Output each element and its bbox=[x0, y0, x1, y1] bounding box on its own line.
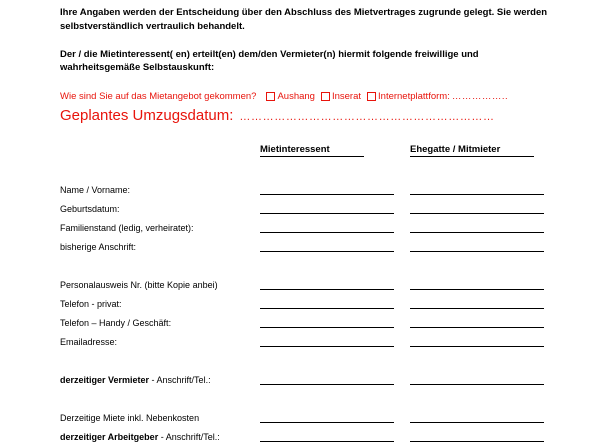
field-ehegatte-cell bbox=[410, 328, 560, 347]
checkbox-internetplattform[interactable] bbox=[367, 92, 376, 101]
field-ehegatte-cell bbox=[410, 366, 560, 385]
field-ehegatte-line[interactable] bbox=[410, 240, 544, 252]
column-header-mietinteressent: Mietinteressent bbox=[260, 144, 364, 157]
table-row bbox=[60, 233, 560, 252]
spacer-row bbox=[60, 157, 560, 176]
field-ehegatte-line[interactable] bbox=[410, 202, 544, 214]
row-label bbox=[60, 366, 260, 385]
row-label bbox=[60, 423, 260, 442]
row-label-bold: derzeitiger Vermieter bbox=[60, 375, 150, 386]
second-paragraph: Der / die Mietinteressent( en) erteilt(en) dem/den Vermieter(n) hiermit folgende freiwillige und wahrheitsgemäße Selbstauskunft: bbox=[60, 48, 479, 74]
spacer-row bbox=[60, 347, 560, 366]
option-label-inserat: Inserat bbox=[331, 91, 362, 103]
field-mietinteressent-line[interactable] bbox=[260, 335, 394, 347]
table-row bbox=[60, 214, 560, 233]
row-label: bisherige Anschrift: bbox=[60, 242, 137, 253]
field-ehegatte-line[interactable] bbox=[410, 373, 544, 385]
column-header-ehegatte-cell bbox=[410, 138, 560, 157]
field-mietinteressent-cell bbox=[260, 309, 410, 328]
table-row bbox=[60, 328, 560, 347]
moving-date-fill-line[interactable]: ………………………………………………………… bbox=[239, 111, 495, 124]
row-label: Personalausweis Nr. (bitte Kopie anbei) bbox=[60, 280, 218, 291]
field-mietinteressent-line[interactable] bbox=[260, 183, 394, 195]
field-mietinteressent-line[interactable] bbox=[260, 316, 394, 328]
field-mietinteressent-line[interactable] bbox=[260, 278, 394, 290]
table-row bbox=[60, 423, 560, 442]
field-mietinteressent-line[interactable] bbox=[260, 202, 394, 214]
field-mietinteressent-line[interactable] bbox=[260, 297, 394, 309]
field-ehegatte-cell bbox=[410, 290, 560, 309]
table-row bbox=[60, 271, 560, 290]
spacer-cell bbox=[60, 252, 560, 271]
field-mietinteressent-cell bbox=[260, 290, 410, 309]
spacer-row bbox=[60, 252, 560, 271]
field-ehegatte-cell bbox=[410, 423, 560, 442]
field-mietinteressent-line[interactable] bbox=[260, 411, 394, 423]
table-row bbox=[60, 290, 560, 309]
field-mietinteressent-cell bbox=[260, 195, 410, 214]
option-label-internetplattform: Internetplattform: bbox=[378, 91, 450, 103]
moving-date-label: Geplantes Umzugsdatum: bbox=[60, 107, 234, 125]
field-mietinteressent-cell bbox=[260, 271, 410, 290]
field-ehegatte-cell bbox=[410, 271, 560, 290]
row-label-rest: - Anschrift/Tel.: bbox=[149, 375, 211, 386]
source-question-row bbox=[60, 91, 582, 102]
field-ehegatte-line[interactable] bbox=[410, 183, 544, 195]
source-question-label: Wie sind Sie auf das Mietangebot gekommen? bbox=[60, 91, 257, 103]
field-ehegatte-line[interactable] bbox=[410, 335, 544, 347]
field-mietinteressent-cell bbox=[260, 176, 410, 195]
field-ehegatte-line[interactable] bbox=[410, 430, 544, 442]
field-ehegatte-line[interactable] bbox=[410, 297, 544, 309]
spacer-cell bbox=[60, 157, 560, 176]
table-row bbox=[60, 404, 560, 423]
intro-paragraph: Ihre Angaben werden der Entscheidung über den Abschluss des Mietvertrages zugrunde gelegt. Sie werden selbstverständlich vertraulich behandelt. bbox=[60, 7, 548, 32]
table-header-row bbox=[60, 138, 560, 157]
field-ehegatte-line[interactable] bbox=[410, 411, 544, 423]
column-header-mietinteressent-cell bbox=[260, 138, 410, 157]
table-row bbox=[60, 176, 560, 195]
checkbox-inserat[interactable] bbox=[321, 92, 330, 101]
field-ehegatte-cell bbox=[410, 214, 560, 233]
field-mietinteressent-line[interactable] bbox=[260, 221, 394, 233]
internetplattform-fill-line[interactable]: …………….. bbox=[451, 91, 509, 103]
table-row bbox=[60, 309, 560, 328]
field-ehegatte-cell bbox=[410, 195, 560, 214]
field-ehegatte-cell bbox=[410, 233, 560, 252]
table-body bbox=[60, 138, 560, 442]
header-empty-cell bbox=[60, 138, 260, 157]
row-label: Derzeitige Miete inkl. Nebenkosten bbox=[60, 413, 200, 424]
field-mietinteressent-cell bbox=[260, 423, 410, 442]
field-ehegatte-line[interactable] bbox=[410, 316, 544, 328]
option-label-aushang: Aushang bbox=[277, 91, 315, 103]
row-label-bold: derzeitiger Arbeitgeber bbox=[60, 432, 159, 442]
field-mietinteressent-line[interactable] bbox=[260, 430, 394, 442]
spacer-row bbox=[60, 385, 560, 404]
field-mietinteressent-cell bbox=[260, 328, 410, 347]
row-label: Telefon - privat: bbox=[60, 299, 122, 310]
moving-date-row bbox=[60, 107, 582, 124]
row-label: Telefon – Handy / Geschäft: bbox=[60, 318, 172, 329]
spacer-cell bbox=[60, 385, 560, 404]
field-ehegatte-line[interactable] bbox=[410, 278, 544, 290]
row-label: Familienstand (ledig, verheiratet): bbox=[60, 223, 194, 234]
field-ehegatte-cell bbox=[410, 404, 560, 423]
table-row bbox=[60, 195, 560, 214]
checkbox-aushang[interactable] bbox=[266, 92, 275, 101]
field-mietinteressent-cell bbox=[260, 404, 410, 423]
column-header-ehegatte: Ehegatte / Mitmieter bbox=[410, 144, 534, 157]
row-label: Geburtsdatum: bbox=[60, 204, 120, 215]
spacer-cell bbox=[60, 347, 560, 366]
selbstauskunft-table bbox=[60, 138, 560, 442]
field-mietinteressent-cell bbox=[260, 214, 410, 233]
field-mietinteressent-cell bbox=[260, 366, 410, 385]
field-ehegatte-cell bbox=[410, 309, 560, 328]
row-label-rest: - Anschrift/Tel.: bbox=[158, 432, 220, 442]
field-mietinteressent-line[interactable] bbox=[260, 240, 394, 252]
row-label: Name / Vorname: bbox=[60, 185, 131, 196]
field-ehegatte-line[interactable] bbox=[410, 221, 544, 233]
table-row bbox=[60, 366, 560, 385]
field-ehegatte-cell bbox=[410, 176, 560, 195]
field-mietinteressent-line[interactable] bbox=[260, 373, 394, 385]
row-label: Emailadresse: bbox=[60, 337, 118, 348]
field-mietinteressent-cell bbox=[260, 233, 410, 252]
